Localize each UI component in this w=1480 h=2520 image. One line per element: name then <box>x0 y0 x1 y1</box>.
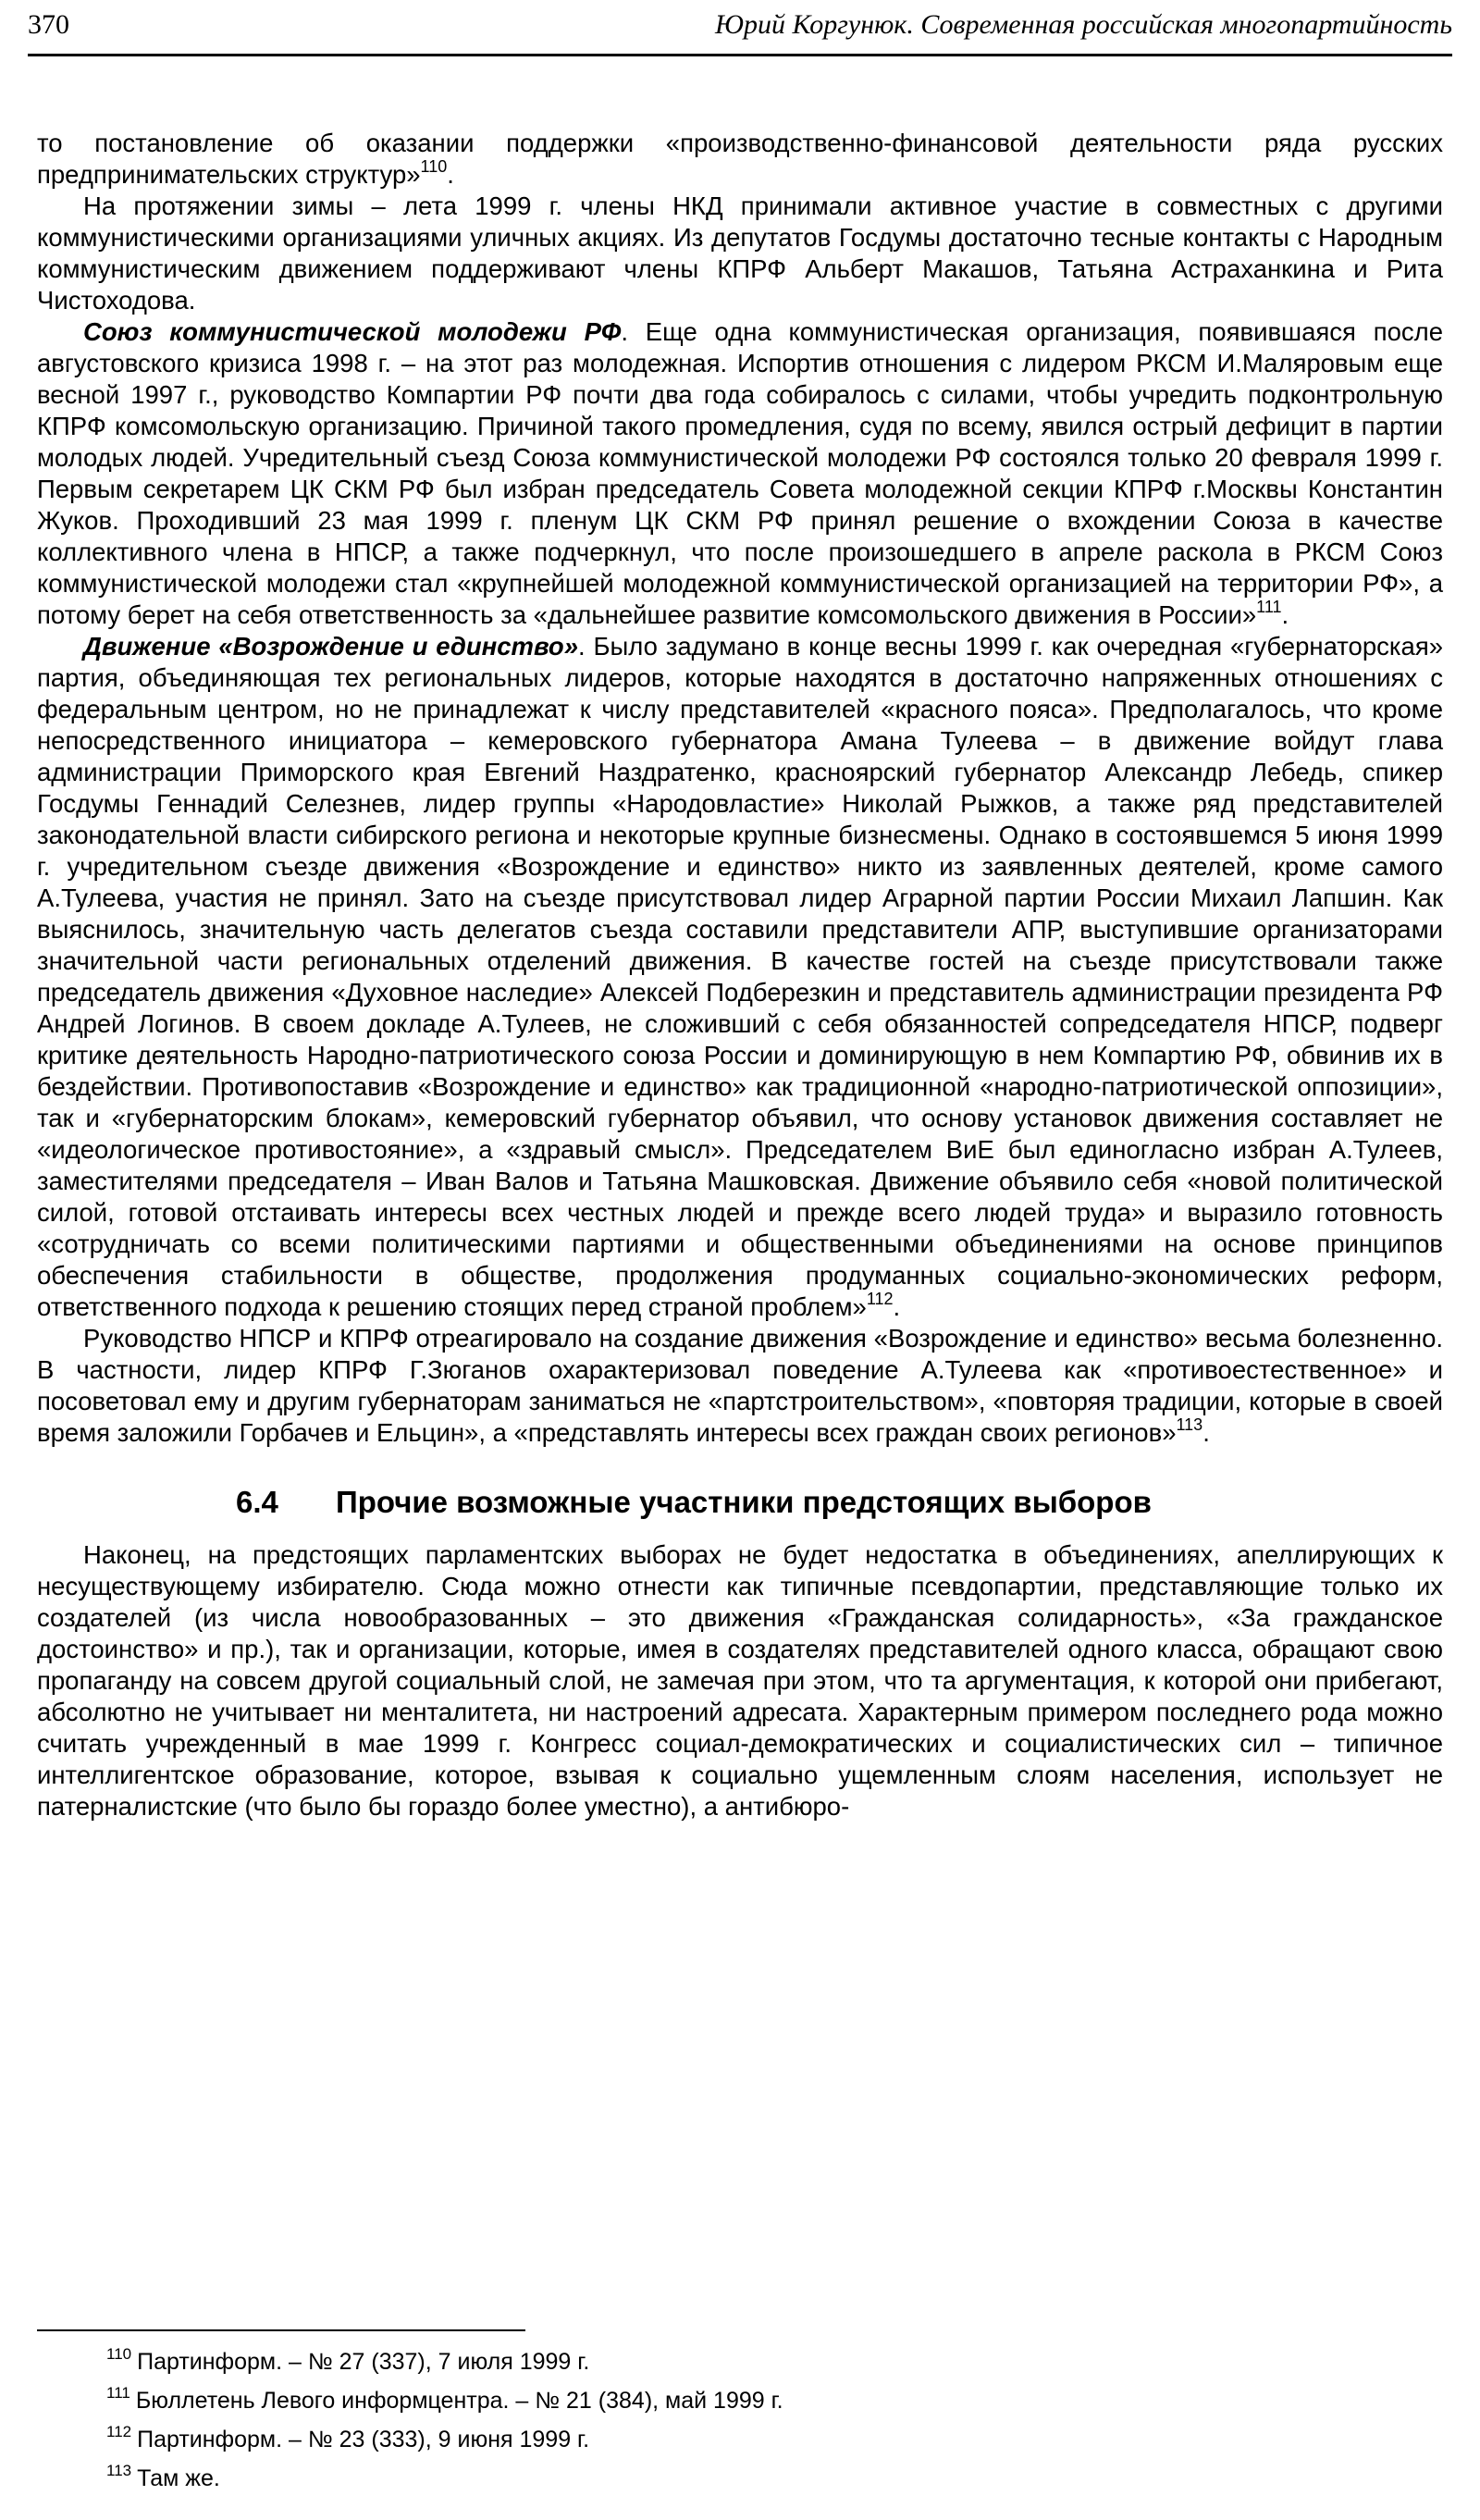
footnote-number: 110 <box>106 2345 132 2363</box>
footnote-ref: 112 <box>866 1290 894 1308</box>
paragraph <box>37 316 1443 631</box>
paragraph-lead: Движение «Возрождение и единство» <box>83 632 579 661</box>
paragraph-tail: . <box>447 160 454 189</box>
paragraph <box>37 631 1443 1323</box>
paragraph-text: . Было задумано в конце весны 1999 г. как очередная «губернаторская» партия, объединяющая тех региональных лидеров, которые находятся в достаточно напряженных отношениях с федеральным центром, но не принадлежат к числу представителей «красного пояса». Предполагалось, что кроме непосредственного инициатора – кемеровского губернатора Амана Тулеева – в движение войдут глава администрации Приморского края Евгений Наздратенко, красноярский губернатор Александр Лебедь, спикер Госдумы Геннадий Селезнев, лидер группы «Народовластие» Николай Рыжков, а также ряд представителей законодательной власти сибирского региона и некоторые крупные бизнесмены. Однако в состоявшемся 5 июня 1999 г. учредительном съезде движения «Возрождение и единство» никто из заявленных деятелей, кроме самого А.Тулеева, участия не принял. Зато на съезде присутствовал лидер Аграрной партии России Михаил Лапшин. Как выяснилось, значительную часть делегатов съезда составили представители АПР, выступившие организаторами значительной части региональных отделений движения. В качестве гостей на съезде присутствовали также председатель движения «Духовное наследие» Алексей Подберезкин и представитель администрации президента РФ Андрей Логинов. В своем докладе А.Тулеев, не сложивший с себя обязанностей сопредседателя НПСР, подверг критике деятельность Народно-патриотического союза России и доминирующую в нем Компартию РФ, обвинив их в бездействии. Противопоставив «Возрождение и единство» как традиционной «народно-патриотической оппозиции», так и «губернаторским блокам», кемеровский губернатор объявил, что основу установок движения составляет не «идеологическое противостояние», а «здравый смысл». Председателем ВиЕ был единогласно избран А.Тулеев, заместителями председателя – Иван Валов и Татьяна Машковская. Движение объявило себя «новой политической силой, готовой отстаивать интересы всех честных людей и прежде всего людей труда» и выразило готовность «сотрудничать со всеми политическими партиями и общественными объединениями на основе принципов обеспечения стабильности в обществе, продолжения продуманных социально-экономических реформ, ответственного подхода к решению стоящих перед страной проблем» <box>37 632 1443 1321</box>
paragraph-text: На протяжении зимы – лета 1999 г. члены НКД принимали активное участие в совместных с другими коммунистическими организациями уличных акциях. Из депутатов Госдумы достаточно тесные контакты с Народным коммунистическим движением поддерживают члены КПРФ Альберт Макашов, Татьяна Астраханкина и Рита Чистоходова. <box>37 191 1443 315</box>
footnote-text: Партинформ. – № 27 (337), 7 июля 1999 г. <box>137 2349 590 2375</box>
footnote-number: 111 <box>106 2384 130 2402</box>
footnote-ref: 111 <box>1256 598 1282 616</box>
page-header <box>28 9 1452 56</box>
footnote <box>106 2381 1401 2420</box>
footnote-text: Бюллетень Левого информцентра. – № 21 (384), май 1999 г. <box>135 2388 783 2414</box>
paragraph-text: то постановление об оказании поддержки «производственно-финансовой деятельности ряда русских предпринимательских структур» <box>37 129 1443 189</box>
paragraph <box>37 128 1443 191</box>
footnote-number: 112 <box>106 2423 132 2440</box>
paragraph-tail: . <box>1281 600 1289 629</box>
footnote <box>106 2459 1401 2498</box>
paragraph-tail: . <box>1202 1418 1210 1447</box>
footnote-text: Там же. <box>137 2465 220 2491</box>
section-number: 6.4 <box>236 1485 278 1519</box>
paragraph-text: . Еще одна коммунистическая организация, появившаяся после августовского кризиса 1998 г. – на этот раз молодежная. Испортив отношения с лидером РКСМ И.Маляровым еще весной 1997 г., руководство Компартии РФ почти два года собиралось с силами, чтобы учредить подконтрольную КПРФ комсомольскую организацию. Причиной такого промедления, судя по всему, явился острый дефицит в партии молодых людей. Учредительный съезд Союза коммунистической молодежи РФ состоялся только 20 февраля 1999 г. Первым секретарем ЦК СКМ РФ был избран председатель Совета молодежной секции КПРФ г.Москвы Константин Жуков. Проходивший 23 мая 1999 г. пленум ЦК СКМ РФ принял решение о вхождении Союза в качестве коллективного члена в НПСР, а также подчеркнул, что после произошедшего в апреле раскола в РКСМ Союз коммунистической молодежи стал «крупнейшей молодежной коммунистической организацией на территории РФ», а потому берет на себя ответственность за «дальнейшее развитие комсомольского движения в России» <box>37 317 1443 629</box>
footnote-divider <box>37 2329 525 2331</box>
main-text <box>37 128 1443 1822</box>
footnote-text: Партинформ. – № 23 (333), 9 июня 1999 г. <box>137 2427 590 2452</box>
paragraph-text: Руководство НПСР и КПРФ отреагировало на создание движения «Возрождение и единство» весьма болезненно. В частности, лидер КПРФ Г.Зюганов охарактеризовал поведение А.Тулеева как «противоестественное» и посоветовал ему и другим губернаторам заниматься не «партстроительством», «повторяя традиции, которые в своей время заложили Горбачев и Ельцин», а «представлять интересы всех граждан своих регионов» <box>37 1324 1443 1447</box>
footnote-ref: 113 <box>1176 1415 1203 1434</box>
section-title: Прочие возможные участники предстоящих выборов <box>336 1485 1152 1519</box>
running-title: Юрий Коргунюк. Современная российская многопартийность <box>714 9 1452 40</box>
footnote <box>106 2420 1401 2459</box>
paragraph <box>37 191 1443 316</box>
page-number: 370 <box>28 9 69 40</box>
footnotes <box>106 2342 1401 2498</box>
section-heading <box>37 1484 1443 1521</box>
footnote-ref: 110 <box>420 157 448 176</box>
paragraph-text: Наконец, на предстоящих парламентских выборах не будет недостатка в объединениях, апеллирующих к несуществующему избирателю. Сюда можно отнести как типичные псевдопартии, представляющие только их создателей (из числа новообразованных – это движения «Гражданская солидарность», «За гражданское достоинство» и пр.), так и организации, которые, имея в создателях представителей одного класса, обращают свою пропаганду на совсем другой социальный слой, не замечая при этом, что та аргументация, к которой они прибегают, абсолютно не учитывает ни менталитета, ни настроений адресата. Характерным примером последнего рода можно считать учрежденный в мае 1999 г. Конгресс социал-демократических и социалистических сил – типичное интеллигентское образование, которое, взывая к социально ущемленным слоям населения, использует не патерналистские (что было бы гораздо более уместно), а антибюро- <box>37 1540 1443 1821</box>
paragraph-lead: Союз коммунистической молодежи РФ <box>83 317 622 346</box>
paragraph <box>37 1539 1443 1822</box>
footnote <box>106 2342 1401 2381</box>
paragraph <box>37 1323 1443 1449</box>
footnote-number: 113 <box>106 2462 132 2479</box>
paragraph-tail: . <box>893 1292 901 1321</box>
